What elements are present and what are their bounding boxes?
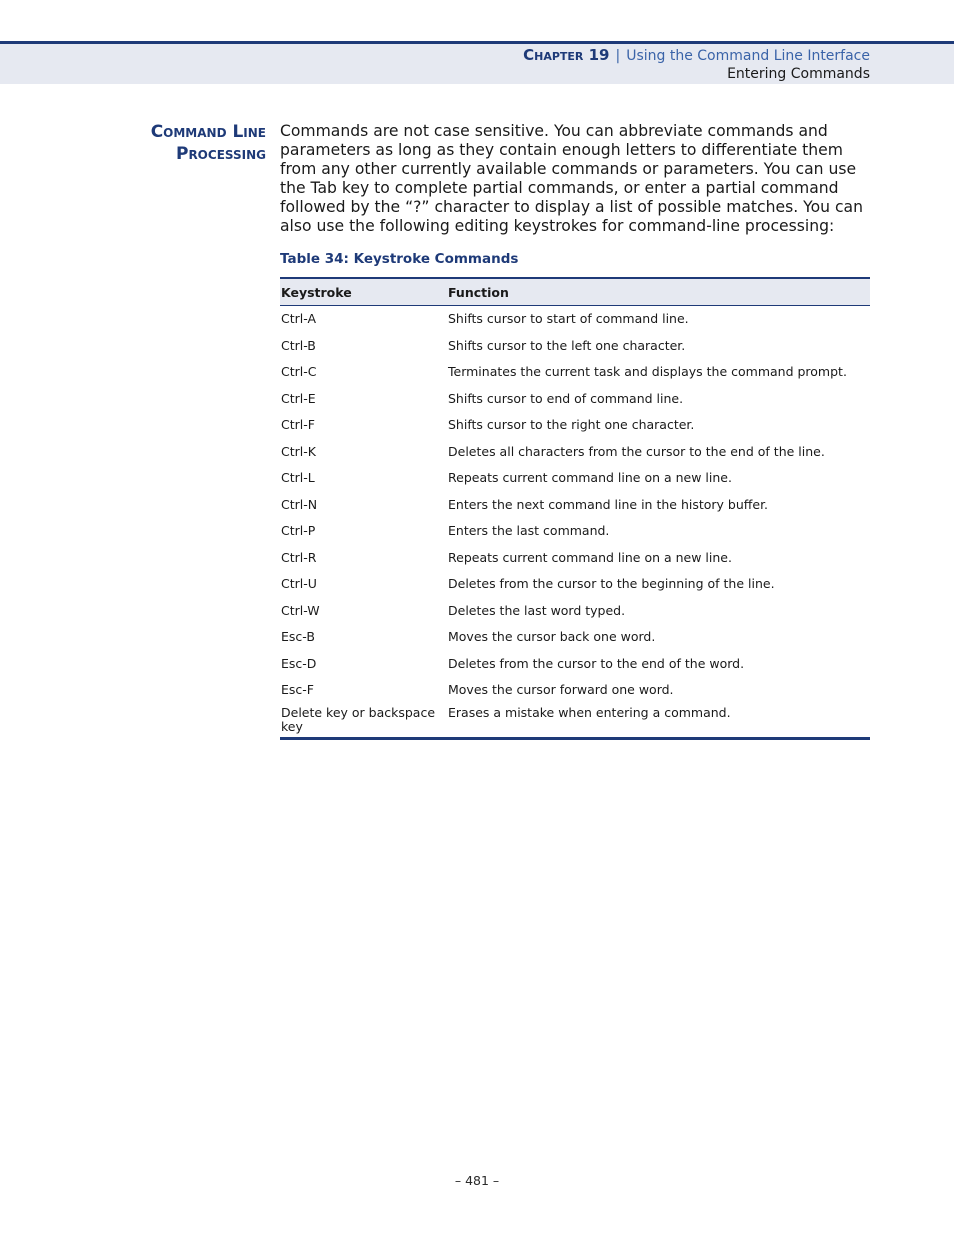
table-row	[280, 651, 870, 678]
table-caption: Table 34: Keystroke Commands	[280, 251, 519, 267]
column-header-keystroke: Keystroke	[280, 278, 447, 306]
table-row	[280, 704, 870, 739]
section-heading	[100, 121, 266, 165]
table-row	[280, 306, 870, 333]
function-cell: Moves the cursor forward one word.	[448, 682, 674, 698]
keystroke-cell: Ctrl-U	[281, 576, 317, 592]
keystroke-cell: Ctrl-F	[281, 417, 315, 433]
table-row	[280, 492, 870, 519]
keystroke-cell: Ctrl-E	[281, 390, 316, 406]
function-cell: Deletes all characters from the cursor to the end of the line.	[448, 443, 825, 459]
function-cell: Shifts cursor to start of command line.	[448, 311, 689, 327]
table-row	[280, 571, 870, 598]
body-paragraph: Commands are not case sensitive. You can abbreviate commands and parameters as long as they contain enough letters to differentiate them from any other currently available commands or parameters. You can use the Tab key to complete partial commands, or enter a partial command followed by the “?” character to display a list of possible matches. You can also use the following editing keystrokes for command-line processing:	[280, 122, 863, 235]
keystroke-cell: Ctrl-W	[281, 602, 320, 618]
header-separator: |	[615, 48, 621, 64]
keystroke-cell: Ctrl-P	[281, 523, 316, 539]
column-header-function: Function	[447, 278, 870, 306]
function-cell: Shifts cursor to the right one character.	[448, 417, 695, 433]
function-cell: Moves the cursor back one word.	[448, 629, 656, 645]
keystroke-cell: Esc-B	[281, 629, 315, 645]
function-cell: Terminates the current task and displays the command prompt.	[448, 364, 847, 380]
function-cell: Shifts cursor to the left one character.	[448, 337, 686, 353]
keystroke-cell: Esc-D	[281, 655, 317, 671]
keystroke-cell: Ctrl-K	[281, 443, 316, 459]
function-cell: Deletes from the cursor to the end of the word.	[448, 655, 745, 671]
table-row	[280, 677, 870, 704]
function-cell: Enters the next command line in the history buffer.	[448, 496, 769, 512]
keystroke-cell: Ctrl-C	[281, 364, 317, 380]
table-body	[280, 306, 870, 739]
header-line-1	[523, 46, 870, 65]
table-row	[280, 359, 870, 386]
function-cell: Deletes the last word typed.	[448, 602, 626, 618]
chapter-title: Using the Command Line Interface	[626, 48, 870, 64]
section-heading-line-2: Processing	[175, 144, 266, 164]
table-header-row	[280, 278, 870, 306]
table-row	[280, 545, 870, 572]
function-cell: Repeats current command line on a new line.	[448, 470, 732, 486]
keystroke-table	[280, 277, 870, 740]
keystroke-cell: Ctrl-R	[281, 549, 317, 565]
page-number: – 481 –	[454, 1173, 500, 1188]
keystroke-cell: Ctrl-N	[281, 496, 318, 512]
table-row	[280, 412, 870, 439]
keystroke-cell: Ctrl-B	[281, 337, 316, 353]
table-row	[280, 598, 870, 625]
function-cell: Deletes from the cursor to the beginning of the line.	[448, 576, 775, 592]
chapter-label: Chapter 19	[523, 46, 610, 64]
function-cell: Repeats current command line on a new line.	[448, 549, 732, 565]
header-section-name: Entering Commands	[727, 66, 870, 82]
table-row	[280, 439, 870, 466]
section-heading-line-1: Command Line	[150, 122, 266, 142]
table-row	[280, 624, 870, 651]
running-header	[523, 46, 870, 83]
function-cell: Shifts cursor to end of command line.	[448, 390, 684, 406]
keystroke-cell: Esc-F	[281, 682, 314, 698]
keystroke-cell: Ctrl-L	[281, 470, 315, 486]
table-row	[280, 386, 870, 413]
keystroke-cell: Ctrl-A	[281, 311, 317, 327]
table-row	[280, 465, 870, 492]
function-cell: Erases a mistake when entering a command.	[447, 704, 870, 739]
keystroke-cell: Delete key or backspace key	[280, 704, 447, 739]
function-cell: Enters the last command.	[448, 523, 610, 539]
table-row	[280, 518, 870, 545]
table-row	[280, 333, 870, 360]
